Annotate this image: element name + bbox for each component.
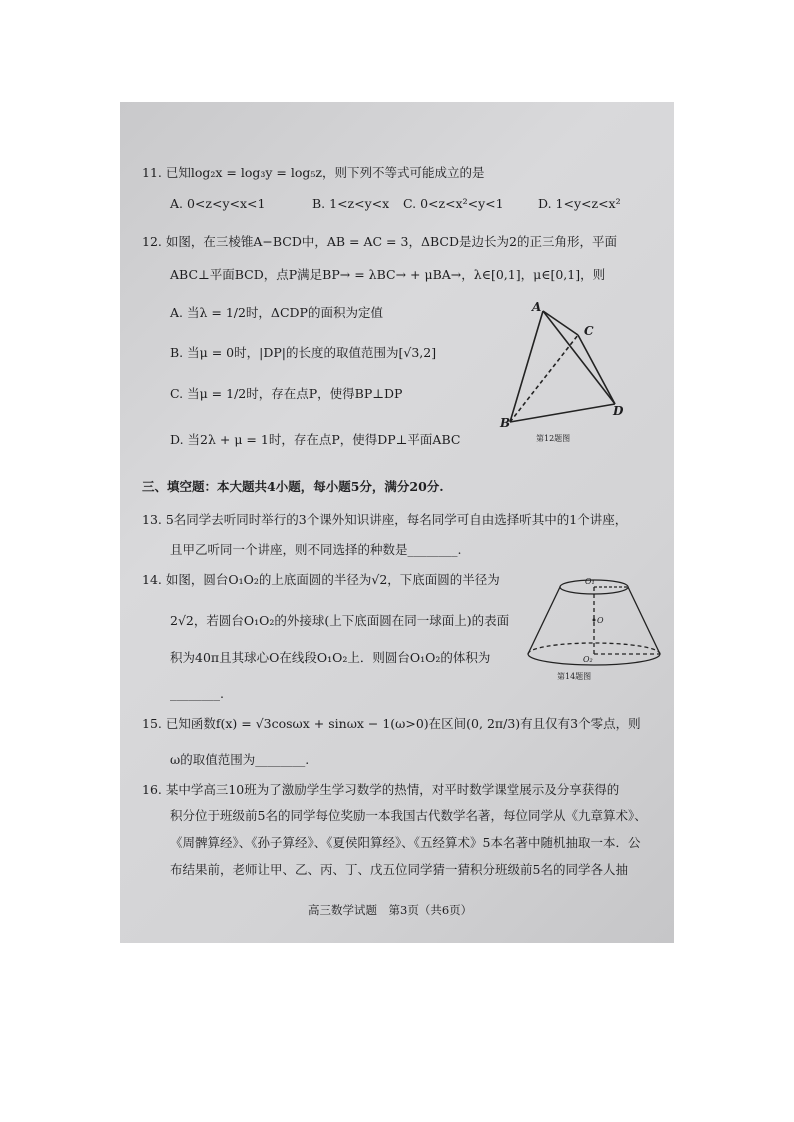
q12-option-d: D. 当2λ + μ = 1时，存在点P，使得DP⊥平面ABC: [170, 432, 461, 447]
q11-option-d: D. 1<y<z<x²: [538, 196, 621, 211]
q13-line2: 且甲乙听同一个讲座，则不同选择的种数是________.: [170, 542, 462, 557]
edge-ab: [510, 311, 543, 422]
q13-line1: 13. 5名同学去听同时举行的3个课外知识讲座，每名同学可自由选择听其中的1个讲座，: [142, 512, 628, 527]
bottom-base-front: [528, 654, 660, 665]
edge-ad: [543, 311, 615, 404]
page-footer: 高三数学试题 第3页（共6页）: [308, 903, 473, 917]
q14-line4: ________.: [170, 686, 224, 701]
edge-bd: [510, 404, 615, 422]
q14-line2: 2√2，若圆台O₁O₂的外接球(上下底面圆在同一球面上)的表面: [170, 613, 510, 628]
q14-figure-caption: 第14题图: [557, 672, 592, 681]
q14-line1: 14. 如图，圆台O₁O₂的上底面圆的半径为√2，下底面圆的半径为: [142, 572, 500, 587]
label-point-b: B: [500, 416, 511, 430]
left-generatrix: [528, 587, 560, 654]
q11-stem: 11. 已知log₂x = log₃y = log₅z，则下列不等式可能成立的是: [142, 165, 485, 180]
q15-line1: 15. 已知函数f(x) = √3cosωx + sinωx − 1(ω>0)在区间(0, 2π/3)有且仅有3个零点，则: [142, 716, 641, 731]
label-o: O: [597, 616, 604, 625]
q11-option-b: B. 1<z<y<x: [312, 196, 390, 211]
q16-line1: 16. 某中学高三10班为了激励学生学习数学的热情，对平时数学课堂展示及分享获得的: [142, 782, 620, 797]
q12-figure-caption: 第12题图: [536, 434, 571, 443]
q16-line2: 积分位于班级前5名的同学每位奖励一本我国古代数学名著，每位同学从《九章算术》、: [170, 808, 647, 823]
label-o1: O₁: [585, 577, 595, 586]
label-point-a: A: [532, 300, 542, 314]
document-photo: [120, 102, 674, 943]
q15-line2: ω的取值范围为________.: [170, 752, 310, 767]
q16-line3: 《周髀算经》、《孙子算经》、《夏侯阳算经》、《五经算术》5本名著中随机抽取一本．公: [170, 835, 641, 850]
q12-option-b: B. 当μ = 0时，|DP|的长度的取值范围为[√3,2]: [170, 345, 437, 360]
q16-line4: 布结果前，老师让甲、乙、丙、丁、戊五位同学猜一猜积分班级前5名的同学各人抽: [170, 862, 628, 877]
q14-line3: 积为40π且其球心O在线段O₁O₂上．则圆台O₁O₂的体积为: [170, 650, 491, 665]
q12-line2: ABC⊥平面BCD，点P满足BP→ = λBC→ + μBA→，λ∈[0,1]，μ∈[0,1]，则: [170, 267, 606, 282]
label-o2: O₂: [583, 655, 593, 664]
q12-tetrahedron-figure: [498, 297, 628, 432]
q12-line1: 12. 如图，在三棱锥A−BCD中，AB = AC = 3，ΔBCD是边长为2的正三角形，平面: [142, 234, 617, 249]
label-point-d: D: [613, 404, 624, 418]
q11-option-a: A. 0<z<y<x<1: [170, 196, 266, 211]
q12-option-a: A. 当λ = 1/2时，ΔCDP的面积为定值: [170, 305, 383, 320]
label-point-c: C: [584, 324, 594, 338]
section-3-heading: 三、填空题：本大题共4小题，每小题5分，满分20分.: [142, 479, 444, 494]
q12-option-c: C. 当μ = 1/2时，存在点P，使得BP⊥DP: [170, 386, 403, 401]
right-generatrix: [628, 587, 660, 654]
edge-ac: [543, 311, 578, 335]
edge-bc-hidden: [510, 335, 578, 422]
q11-option-c: C. 0<z<x²<y<1: [403, 196, 504, 211]
edge-cd: [578, 335, 615, 404]
sphere-center-dot: [593, 619, 596, 622]
